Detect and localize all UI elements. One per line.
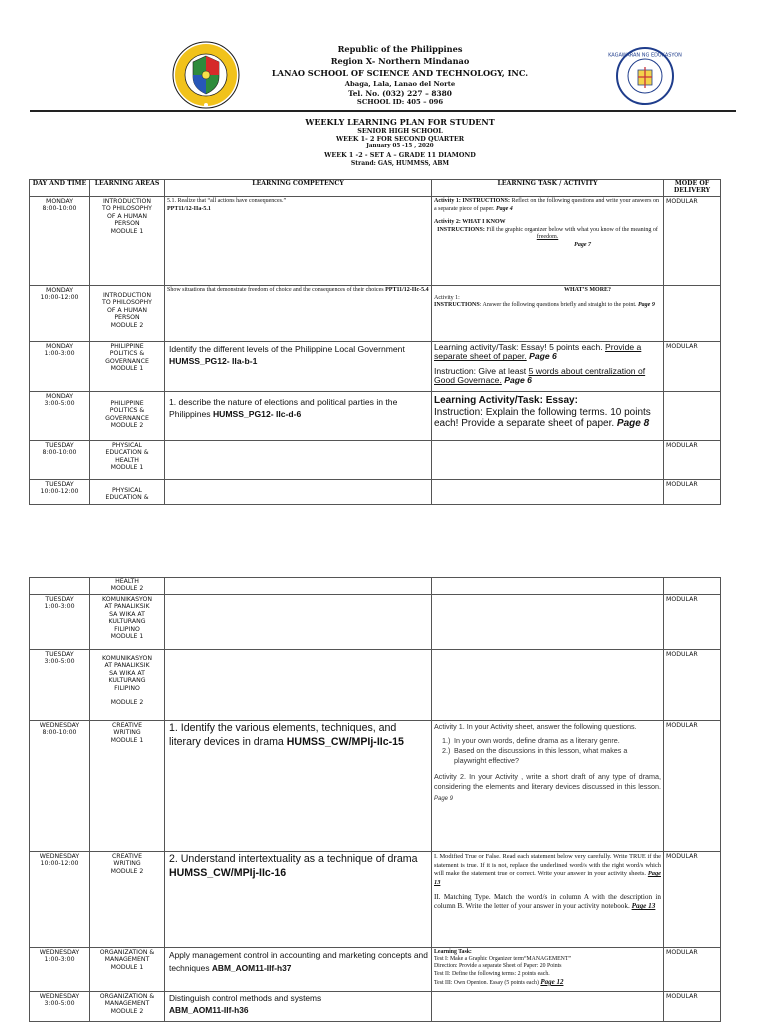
- col-header-task: LEARNING TASK / ACTIVITY: [432, 180, 664, 197]
- area-line: KULTURANG: [108, 618, 146, 626]
- row-task: [432, 721, 664, 852]
- deped-seal-icon: [608, 47, 682, 105]
- competency-code: PPT11/12-IIc-5.4: [385, 287, 429, 293]
- header-divider: [30, 110, 736, 112]
- instruction-label: INSTRUCTIONS: [434, 302, 480, 308]
- table-header-row: [30, 180, 721, 197]
- area-line: PHYSICAL: [112, 442, 142, 449]
- competency-text: Distinguish control methods and systems: [169, 993, 322, 1003]
- row-task: [432, 342, 664, 392]
- row-competency: [165, 992, 432, 1022]
- question-item: 2.) Based on the discussions in this lesson, what makes a playwright effective?: [442, 746, 628, 766]
- area-line: MANAGEMENT: [104, 1000, 150, 1008]
- row-task-empty: [432, 595, 664, 650]
- row-learning-area: [90, 342, 165, 392]
- area-line: TO PHILOSOPHY: [102, 299, 152, 307]
- table-row: [30, 948, 721, 992]
- row-day-time: [30, 441, 90, 480]
- row-task-empty: [432, 441, 664, 480]
- competency-text: Show situations that demonstrate freedom of choice and the consequences of their choices: [167, 287, 386, 293]
- col-header-competency: LEARNING COMPETENCY: [165, 180, 432, 197]
- row-learning-area: [90, 441, 165, 480]
- area-line: MODULE 2: [110, 699, 144, 707]
- school-seal-icon: [172, 41, 240, 109]
- area-line: KOMUNIKASYON: [102, 596, 152, 603]
- row-task: [432, 392, 664, 441]
- underlined-term: freedom.: [536, 234, 559, 240]
- area-line: OF A HUMAN: [107, 306, 147, 314]
- activity-text: Activity 1. In your Activity sheet, answer the following questions.: [434, 722, 637, 731]
- task-line: Test III: Own Openion. Essay (5 points each): [434, 979, 541, 986]
- row-day-time: [30, 650, 90, 721]
- row-day-time: [30, 392, 90, 441]
- activity-text: : Answer the following questions briefly and straight to the point.: [479, 302, 637, 308]
- question-text: Based on the discussions in this lesson, what makes a playwright effective?: [454, 746, 628, 766]
- competency-text: 1. describe the nature of elections and political parties in the Philippines: [169, 397, 398, 420]
- table-row: [30, 992, 721, 1022]
- day-label: MONDAY: [45, 198, 74, 205]
- learning-plan-table-2: [29, 577, 721, 1022]
- table-row: [30, 721, 721, 852]
- row-day-time: [30, 721, 90, 852]
- row-learning-area: [90, 650, 165, 721]
- area-line: INTRODUCTION: [102, 292, 152, 299]
- activity-text: Fill the graphic organizer below with what you know of the meaning of: [484, 226, 658, 233]
- row-competency: [165, 852, 432, 948]
- row-task: [432, 197, 664, 286]
- table-row: [30, 480, 721, 505]
- row-task: [432, 948, 664, 992]
- table-row: [30, 286, 721, 342]
- area-line: MODULE 1: [110, 633, 144, 641]
- task-line: Direction: Provide a separate Sheet of Paper: 20 Points: [434, 963, 562, 970]
- area-line: SA WIKA AT: [109, 610, 145, 618]
- row-learning-area: [90, 286, 165, 342]
- area-line: ORGANIZATION &: [99, 993, 155, 1000]
- row-day-time: [30, 992, 90, 1022]
- day-label: WEDNESDAY: [39, 722, 80, 729]
- row-day-time: [30, 852, 90, 948]
- header-school-name: LANAO SCHOOL OF SCIENCE AND TECHNOLOGY, INC.: [271, 68, 529, 78]
- competency-code: PPT11/12-IIa-5.1: [167, 205, 211, 212]
- row-day-time: [30, 595, 90, 650]
- area-spacer: [92, 692, 162, 699]
- activity-text: Learning activity/Task: Essay! 5 points each.: [434, 342, 606, 352]
- area-line: TO PHILOSOPHY: [102, 205, 152, 213]
- row-day-time: [30, 480, 90, 505]
- area-line: WRITING: [113, 860, 141, 868]
- time-label: 10:00-12:00: [40, 488, 79, 496]
- competency-text: 1. Identify the various elements, techniques, and literary devices in drama: [169, 722, 397, 748]
- day-label: WEDNESDAY: [39, 993, 80, 1000]
- row-competency-empty: [165, 650, 432, 721]
- row-learning-area: [90, 595, 165, 650]
- page-ref: Page 6: [501, 375, 532, 386]
- row-learning-area: [90, 392, 165, 441]
- table-row: [30, 650, 721, 721]
- competency-text: 2. Understand intertextuality as a technique of drama: [169, 853, 418, 865]
- row-learning-area: [90, 578, 165, 595]
- page-ref: Page 6: [526, 351, 557, 362]
- time-label: 3:00-5:00: [44, 1000, 75, 1008]
- competency-text: Identify the different levels of the Philippine Local Government: [169, 344, 405, 354]
- time-label: 3:00-5:00: [44, 400, 75, 408]
- question-text: In your own words, define drama as a literary genre.: [454, 736, 620, 746]
- deped-seal-lettering: KAGAWARAN NG EDUKASYON: [608, 52, 682, 59]
- area-line: EDUCATION &: [105, 449, 149, 457]
- activity-text: I. Modified True or False. Read each statement below very carefully. Write TRUE if the statement is true. If it is not, replace the underlined word/s with the right word/s which will make the statement true or correct. Write your answer in your activity sheets.: [434, 853, 661, 878]
- time-label: 8:00-10:00: [42, 449, 77, 457]
- time-label: 8:00-10:00: [42, 729, 77, 737]
- section-heading: WHAT’S MORE?: [563, 287, 612, 293]
- time-label: 10:00-12:00: [40, 860, 79, 868]
- row-learning-area: [90, 852, 165, 948]
- table-row: [30, 392, 721, 441]
- area-line: SA WIKA AT: [109, 669, 145, 677]
- task-line: Test I: Make a Graphic Organizer term“MANAGEMENT”: [434, 956, 571, 963]
- header-school-id: SCHOOL ID: 405 – 096: [356, 98, 444, 106]
- row-day-time: [30, 948, 90, 992]
- time-label: 1:00-3:00: [44, 350, 75, 358]
- row-mode: MODULAR: [664, 948, 721, 992]
- area-line: PHILIPPINE: [110, 343, 144, 350]
- plan-level: SENIOR HIGH SCHOOL: [357, 127, 443, 135]
- plan-strand: Strand: GAS, HUMMSS, ABM: [350, 160, 450, 167]
- day-label: MONDAY: [45, 343, 74, 350]
- area-line: GOVERNANCE: [105, 414, 149, 422]
- row-mode-empty: [664, 392, 721, 441]
- header-region: Region X- Northern Mindanao: [330, 56, 470, 66]
- table-row: [30, 595, 721, 650]
- area-line: MODULE 2: [110, 321, 144, 329]
- row-competency-empty: [165, 578, 432, 595]
- time-label: 3:00-5:00: [44, 658, 75, 666]
- area-line: EDUCATION &: [105, 494, 149, 502]
- time-label: 1:00-3:00: [44, 603, 75, 611]
- row-task: [432, 286, 664, 342]
- day-label: WEDNESDAY: [39, 949, 80, 956]
- area-line: POLITICS &: [109, 350, 145, 358]
- area-line: MODULE 1: [110, 963, 144, 971]
- area-line: AT PANALIKSIK: [104, 603, 150, 611]
- table-row: [30, 342, 721, 392]
- page-ref: Page 13: [434, 870, 661, 886]
- header-republic: Republic of the Philippines: [337, 44, 463, 54]
- plan-week: WEEK 1- 2 FOR SECOND QUARTER: [335, 135, 465, 143]
- row-competency: [165, 948, 432, 992]
- row-task-empty: [432, 992, 664, 1022]
- area-line: ORGANIZATION &: [99, 949, 155, 956]
- day-label: TUESDAY: [45, 442, 74, 449]
- table-row: [30, 441, 721, 480]
- row-learning-area: [90, 480, 165, 505]
- activity-text: II. Matching Type. Match the word/s in column A with the description in column B. Write the letter of your answer in your activity notebook.: [434, 892, 661, 911]
- row-learning-area: [90, 197, 165, 286]
- day-label: TUESDAY: [45, 596, 74, 603]
- table-row: [30, 852, 721, 948]
- competency-text: Apply management control in accounting and marketing concepts and techniques: [169, 950, 428, 973]
- learning-plan-table-1: [29, 179, 721, 505]
- page-ref: Page 9: [434, 795, 454, 802]
- competency-code: HUMSS_PG12- IIc-d-6: [212, 409, 302, 420]
- col-header-day: DAY AND TIME: [30, 180, 90, 197]
- row-task-empty: [432, 650, 664, 721]
- row-competency: [165, 721, 432, 852]
- time-label: 1:00-3:00: [44, 956, 75, 964]
- row-learning-area: [90, 948, 165, 992]
- area-line: MODULE 2: [110, 585, 144, 593]
- row-mode: MODULAR: [664, 650, 721, 721]
- area-line: CREATIVE: [111, 722, 143, 729]
- area-line: GOVERNANCE: [105, 357, 149, 365]
- plan-title: WEEKLY LEARNING PLAN FOR STUDENT: [305, 117, 495, 127]
- row-day-time: [30, 197, 90, 286]
- row-task: [432, 852, 664, 948]
- row-mode: MODULAR: [664, 721, 721, 852]
- area-line: PERSON: [114, 220, 140, 228]
- area-line: WRITING: [113, 729, 141, 737]
- area-line: MODULE 2: [110, 422, 144, 430]
- activity-label: Activity 2: WHAT I KNOW: [434, 219, 506, 225]
- activity-text: Instruction: Explain the following terms. 10 points each! Provide a separate sheet of paper.: [434, 406, 651, 429]
- row-competency: [165, 342, 432, 392]
- row-competency-empty: [165, 441, 432, 480]
- plan-section: WEEK 1 -2 - SET A – GRADE 11 DIAMOND: [324, 151, 476, 159]
- area-line: AT PANALIKSIK: [104, 662, 150, 670]
- day-label: MONDAY: [45, 287, 74, 294]
- page-ref: Page 7: [574, 241, 591, 248]
- area-line: HEALTH: [115, 578, 139, 585]
- row-day-empty: [30, 578, 90, 595]
- table-row: [30, 197, 721, 286]
- time-label: 8:00-10:00: [42, 205, 77, 213]
- underlined-text: 5 words about centralization of Good Governace.: [434, 365, 646, 386]
- row-day-time: [30, 342, 90, 392]
- activity-label: Activity 1:: [434, 294, 460, 301]
- task-line: Test II: Define the following terms: 2 points each.: [434, 970, 550, 977]
- area-line: POLITICS &: [109, 407, 145, 415]
- underlined-text: Provide a separate sheet of paper.: [434, 342, 642, 362]
- competency-code: HUMSS_CW/MPIj-IIc-16: [169, 866, 287, 879]
- row-mode: MODULAR: [664, 595, 721, 650]
- table-row: [30, 578, 721, 595]
- area-line: PHILIPPINE: [110, 400, 144, 407]
- col-header-area: LEARNING AREAS: [90, 180, 165, 197]
- day-label: TUESDAY: [45, 651, 74, 658]
- page-ref: Page 8: [616, 418, 650, 429]
- area-line: CREATIVE: [111, 853, 143, 860]
- activity-label: Activity 1: INSTRUCTIONS:: [434, 198, 511, 204]
- area-line: HEALTH: [115, 456, 139, 464]
- row-competency: [165, 197, 432, 286]
- competency-code: ABM_AOM11-IIf-h37: [211, 962, 292, 973]
- activity-text: Reflect on the following questions and write your answers on a separate piece of paper.: [434, 198, 659, 212]
- competency-text: 5.1. Realize that “all actions have consequences.”: [167, 198, 287, 204]
- row-mode: MODULAR: [664, 342, 721, 392]
- area-line: MODULE 2: [110, 867, 144, 875]
- row-mode: MODULAR: [664, 852, 721, 948]
- plan-dates: January 05 -15 , 2020: [366, 143, 434, 149]
- col-header-mode: MODE OF DELIVERY: [664, 180, 721, 197]
- row-learning-area: [90, 721, 165, 852]
- row-competency: [165, 392, 432, 441]
- area-line: INTRODUCTION: [102, 198, 152, 205]
- area-line: KOMUNIKASYON: [102, 655, 152, 662]
- activity-text: Instruction: Give at least: [434, 365, 529, 376]
- row-task-empty: [432, 578, 664, 595]
- question-item: 1.) In your own words, define drama as a literary genre.: [442, 736, 620, 746]
- area-line: OF A HUMAN: [107, 212, 147, 220]
- row-competency-empty: [165, 480, 432, 505]
- row-competency: [165, 286, 432, 342]
- row-mode-empty: [664, 578, 721, 595]
- page-ref: Page 9: [636, 302, 655, 308]
- instruction-label: INSTRUCTIONS:: [437, 226, 485, 233]
- header-address: Abaga, Lala, Lanao del Norte: [344, 80, 456, 88]
- time-label: 10:00-12:00: [40, 294, 79, 302]
- row-task-empty: [432, 480, 664, 505]
- day-label: WEDNESDAY: [39, 853, 80, 860]
- row-day-time: [30, 286, 90, 342]
- area-line: MANAGEMENT: [104, 956, 150, 964]
- area-line: FILIPINO: [114, 684, 140, 692]
- row-mode-empty: [664, 286, 721, 342]
- page-ref: Page 12: [540, 977, 564, 986]
- activity-heading: Learning Activity/Task: Essay:: [434, 395, 578, 406]
- page-ref: Page 13: [631, 902, 656, 911]
- row-learning-area: [90, 992, 165, 1022]
- area-line: MODULE 1: [110, 365, 144, 373]
- area-line: PHYSICAL: [112, 487, 142, 494]
- page-ref: Page 4: [494, 205, 513, 212]
- row-mode: MODULAR: [664, 480, 721, 505]
- competency-code: ABM_AOM11-IIf-h36: [169, 1004, 249, 1015]
- area-line: KULTURANG: [108, 677, 146, 685]
- area-line: PERSON: [114, 314, 140, 322]
- competency-code: HUMSS_PG12- IIa-b-1: [169, 356, 258, 367]
- day-label: MONDAY: [45, 393, 74, 400]
- area-line: MODULE 1: [110, 227, 144, 235]
- area-line: MODULE 1: [110, 736, 144, 744]
- row-mode: MODULAR: [664, 197, 721, 286]
- area-line: MODULE 2: [110, 1007, 144, 1015]
- task-heading: Learning Task:: [434, 949, 472, 955]
- row-mode: MODULAR: [664, 441, 721, 480]
- area-line: FILIPINO: [114, 625, 140, 633]
- row-mode: MODULAR: [664, 992, 721, 1022]
- activity-text: Activity 2. In your Activity , write a short draft of any type of drama, considering the elements and literary devices discussed in this lesson.: [434, 772, 661, 792]
- day-label: TUESDAY: [45, 481, 74, 488]
- area-line: MODULE 1: [110, 464, 144, 472]
- row-competency-empty: [165, 595, 432, 650]
- header-telephone: Tel. No. (032) 227 – 8380: [348, 89, 452, 98]
- competency-code: HUMSS_CW/MPIj-IIc-15: [286, 735, 404, 748]
